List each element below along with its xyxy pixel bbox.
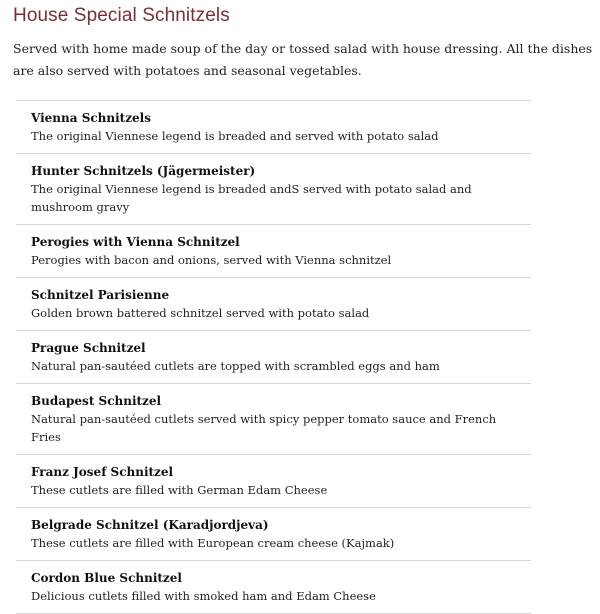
menu-item-name: Prague Schnitzel (31, 341, 146, 355)
menu-item-schnitzel-parisienne (16, 278, 531, 331)
menu-item-name: Perogies with Vienna Schnitzel (31, 235, 240, 249)
menu-item-description: The original Viennese legend is breaded andS served with potato salad and mushroom gravy (31, 182, 472, 214)
menu-item-perogies-vienna-schnitzel (16, 225, 531, 278)
menu-item-name: Cordon Blue Schnitzel (31, 571, 182, 585)
menu-item-name: Franz Josef Schnitzel (31, 465, 174, 479)
menu-item-description: Natural pan-sautéed cutlets served with spicy pepper tomato sauce and French Fries (31, 412, 497, 444)
menu-item-budapest-schnitzel (16, 384, 531, 455)
menu-item-hunter-schnitzels (16, 154, 531, 225)
menu-item-belgrade-schnitzel (16, 508, 531, 561)
menu-item-description: Delicious cutlets filled with smoked ham and Edam Cheese (31, 589, 376, 603)
menu-item-franz-josef-schnitzel (16, 455, 531, 508)
menu-item-description: Perogies with bacon and onions, served with Vienna schnitzel (31, 253, 392, 267)
menu-item-name: Hunter Schnitzels (Jägermeister) (31, 164, 256, 178)
menu-item-description: Golden brown battered schnitzel served with potato salad (31, 306, 370, 320)
menu-item-description: The original Viennese legend is breaded and served with potato salad (31, 129, 439, 143)
menu-item-name: Vienna Schnitzels (31, 111, 151, 125)
menu-item-name: Budapest Schnitzel (31, 394, 162, 408)
menu-item-description: These cutlets are filled with European cream cheese (Kajmak) (31, 536, 395, 550)
menu-item-vienna-schnitzels (16, 101, 531, 154)
menu-item-name: Schnitzel Parisienne (31, 288, 170, 302)
section-title: House Special Schnitzels (13, 5, 230, 26)
section-intro: Served with home made soup of the day or tossed salad with house dressing. All the dishes are also served with potatoes and seasonal vegetables. (13, 41, 593, 78)
menu-item-description: These cutlets are filled with German Edam Cheese (31, 483, 328, 497)
menu-item-prague-schnitzel (16, 331, 531, 384)
menu-item-cordon-blue-schnitzel (16, 561, 531, 614)
menu-item-name: Belgrade Schnitzel (Karadjordjeva) (31, 518, 269, 532)
menu-item-description: Natural pan-sautéed cutlets are topped with scrambled eggs and ham (31, 359, 440, 373)
menu-list (16, 100, 531, 614)
